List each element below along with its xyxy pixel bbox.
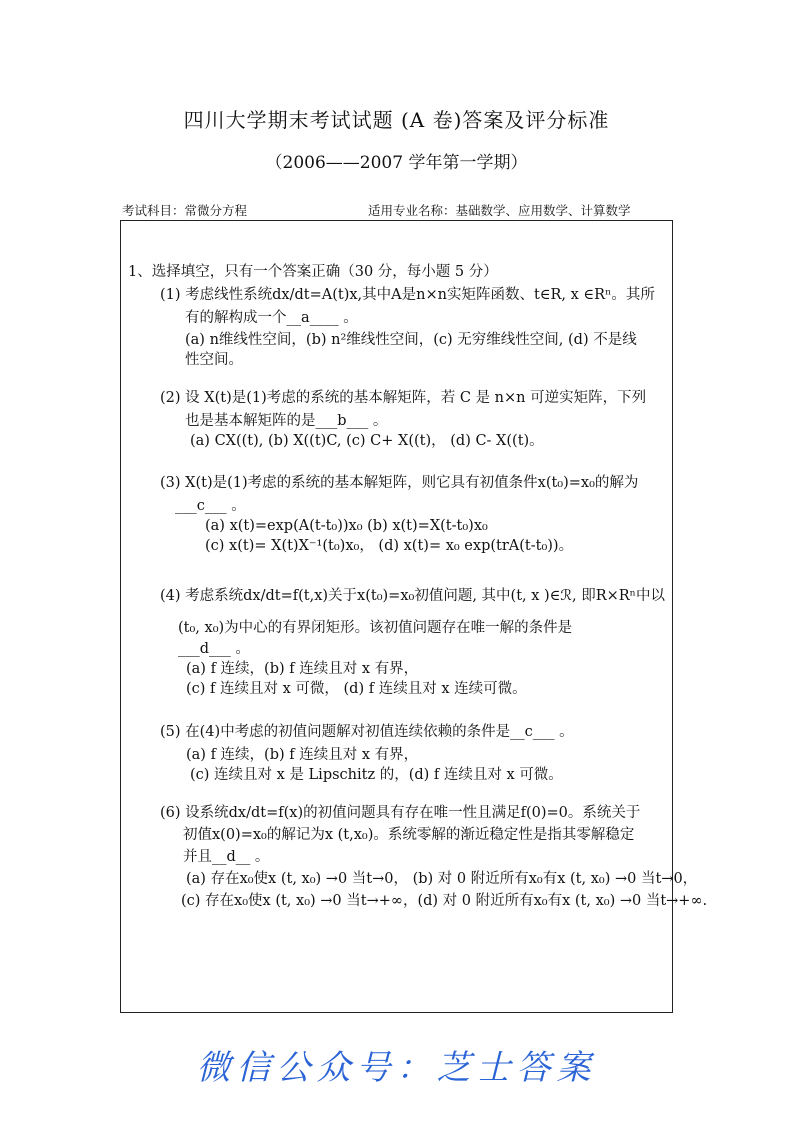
question-5-line: (c) 连续且对 x 是 Lipschitz 的，(d) f 连续且对 x 可微。	[190, 767, 563, 783]
question-6-line: (6) 设系统dx/dt=f(x)的初值问题具有存在唯一性且满足f(0)=0。系统关于	[160, 805, 641, 821]
watermark: 微信公众号：芝士答案	[196, 1048, 597, 1088]
question-1-line: 性空间。	[185, 352, 243, 368]
question-1-line: (a) n维线性空间，(b) n²维线性空间，(c) 无穷维线性空间, (d) 不是线	[185, 332, 637, 348]
applicable-majors: 适用专业名称：基础数学、应用数学、计算数学	[368, 203, 631, 218]
question-3-line: (a) x(t)=exp(A(t-t₀))x₀ (b) x(t)=X(t-t₀)x₀	[205, 518, 488, 534]
question-4-line: ___d___ 。	[178, 641, 250, 657]
question-6-line: (c) 存在x₀使x (t, x₀) →0 当t→+∞，(d) 对 0 附近所有x₀有x (t, x₀) →0 当t→+∞.	[181, 893, 708, 909]
question-3-line: (c) x(t)= X(t)X⁻¹(t₀)x₀， (d) x(t)= x₀ exp(trA(t-t₀))。	[205, 538, 574, 554]
question-6-line: (a) 存在x₀使x (t, x₀) →0 当t→0， (b) 对 0 附近所有x₀有x (t, x₀) →0 当t→0，	[186, 871, 698, 887]
page-subtitle: （2006——2007 学年第一学期）	[265, 153, 528, 173]
question-5-line: (a) f 连续，(b) f 连续且对 x 有界，	[186, 747, 419, 763]
question-4-line: (t₀, x₀)为中心的有界闭矩形。该初值问题存在唯一解的条件是	[178, 620, 573, 636]
question-4-line: (4) 考虑系统dx/dt=f(t,x)关于x(t₀)=x₀初值问题, 其中(t, x )∈ℛ, 即R×Rⁿ中以	[160, 588, 665, 604]
section-heading: 1、选择填空，只有一个答案正确（30 分，每小题 5 分）	[128, 264, 498, 280]
question-6-line: 初值x(0)=x₀的解记为x (t,x₀)。系统零解的渐近稳定性是指其零解稳定	[183, 827, 635, 843]
question-3-line: ___c___ 。	[175, 498, 246, 514]
exam-subject: 考试科目：常微分方程	[122, 203, 248, 218]
question-1-line: 有的解构成一个__a____ 。	[185, 310, 358, 326]
question-5-line: (5) 在(4)中考虑的初值问题解对初值连续依赖的条件是__c___ 。	[160, 724, 574, 740]
question-1-line: (1) 考虑线性系统dx/dt=A(t)x,其中A是n×n实矩阵函数、t∈R, x ∈Rⁿ。其所	[160, 287, 655, 303]
page-title: 四川大学期末考试试题 (A 卷)答案及评分标准	[183, 108, 610, 132]
question-4-line: (a) f 连续，(b) f 连续且对 x 有界，	[186, 661, 419, 677]
question-2-line: 也是基本解矩阵的是___b___ 。	[185, 413, 388, 429]
question-3-line: (3) X(t)是(1)考虑的系统的基本解矩阵，则它具有初值条件x(t₀)=x₀的解为	[160, 475, 639, 491]
question-4-line: (c) f 连续且对 x 可微， (d) f 连续且对 x 连续可微。	[186, 681, 527, 697]
question-6-line: 并且__d__ 。	[183, 849, 270, 865]
question-2-line: (2) 设 X(t)是(1)考虑的系统的基本解矩阵，若 C 是 n×n 可逆实矩阵，下列	[160, 390, 647, 406]
question-2-line: (a) CX((t), (b) X((t)C, (c) C+ X((t)， (d) C- X((t)。	[190, 433, 544, 449]
